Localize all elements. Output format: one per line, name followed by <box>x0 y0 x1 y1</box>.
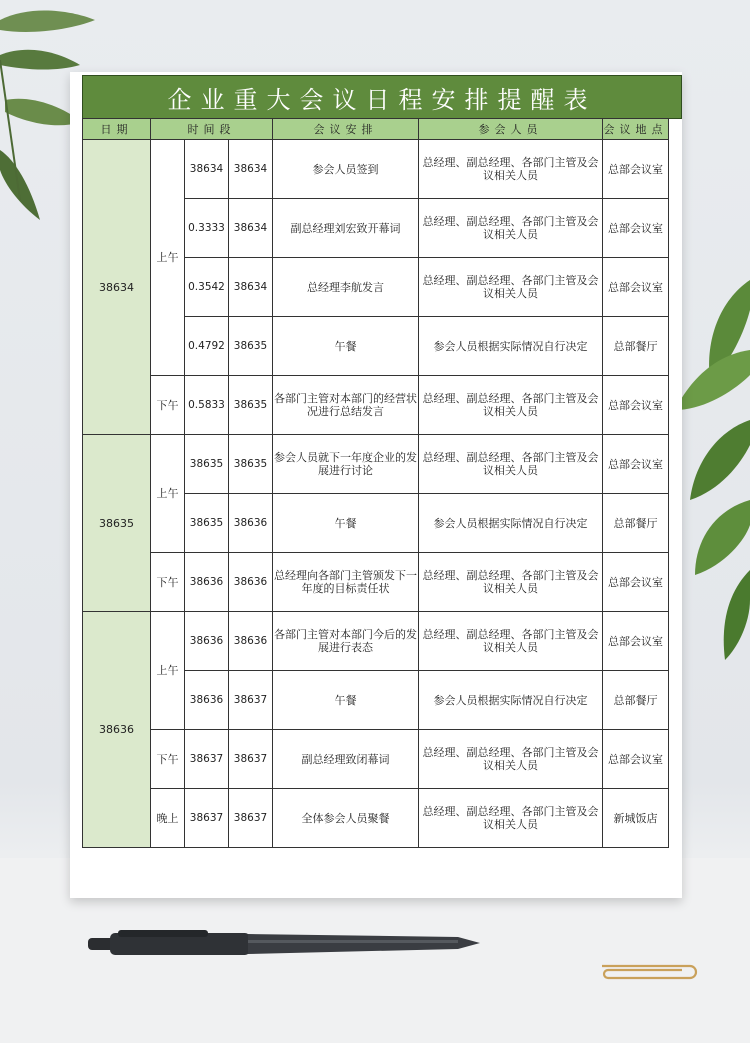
end-time: 38635 <box>229 435 273 494</box>
period-cell: 上午 <box>151 435 185 553</box>
table-row <box>83 553 669 612</box>
table-row <box>83 789 669 848</box>
attendees-cell: 参会人员根据实际情况自行决定 <box>419 317 603 376</box>
attendees-cell: 参会人员根据实际情况自行决定 <box>419 671 603 730</box>
start-time: 0.3333 <box>185 199 229 258</box>
header-attendees: 参会人员 <box>419 119 603 140</box>
end-time: 38635 <box>229 376 273 435</box>
location-cell: 总部会议室 <box>603 258 669 317</box>
start-time: 38635 <box>185 435 229 494</box>
schedule-table <box>82 118 669 848</box>
end-time: 38637 <box>229 789 273 848</box>
agenda-cell: 副总经理致闭幕词 <box>273 730 419 789</box>
header-date: 日期 <box>83 119 151 140</box>
table-row <box>83 612 669 671</box>
table-row <box>83 140 669 199</box>
schedule-sheet <box>70 72 682 898</box>
start-time: 38637 <box>185 730 229 789</box>
start-time: 0.4792 <box>185 317 229 376</box>
attendees-cell: 总经理、副总经理、各部门主管及会议相关人员 <box>419 612 603 671</box>
location-cell: 总部餐厅 <box>603 494 669 553</box>
start-time: 38636 <box>185 612 229 671</box>
header-location: 会议地点 <box>603 119 669 140</box>
agenda-cell: 总经理向各部门主管颁发下一年度的目标责任状 <box>273 553 419 612</box>
period-cell: 下午 <box>151 553 185 612</box>
start-time: 38635 <box>185 494 229 553</box>
location-cell: 总部会议室 <box>603 730 669 789</box>
period-cell: 下午 <box>151 730 185 789</box>
agenda-cell: 各部门主管对本部门的经营状况进行总结发言 <box>273 376 419 435</box>
start-time: 38637 <box>185 789 229 848</box>
end-time: 38634 <box>229 199 273 258</box>
start-time: 0.3542 <box>185 258 229 317</box>
date-cell: 38636 <box>83 612 151 848</box>
attendees-cell: 总经理、副总经理、各部门主管及会议相关人员 <box>419 789 603 848</box>
location-cell: 总部餐厅 <box>603 671 669 730</box>
end-time: 38636 <box>229 553 273 612</box>
agenda-cell: 全体参会人员聚餐 <box>273 789 419 848</box>
agenda-cell: 午餐 <box>273 317 419 376</box>
paperclip-decoration <box>594 958 700 984</box>
end-time: 38637 <box>229 730 273 789</box>
table-row <box>83 435 669 494</box>
location-cell: 总部会议室 <box>603 376 669 435</box>
attendees-cell: 总经理、副总经理、各部门主管及会议相关人员 <box>419 140 603 199</box>
end-time: 38636 <box>229 612 273 671</box>
location-cell: 总部会议室 <box>603 612 669 671</box>
period-cell: 上午 <box>151 612 185 730</box>
start-time: 38636 <box>185 671 229 730</box>
date-cell: 38634 <box>83 140 151 435</box>
pen-decoration <box>88 930 480 956</box>
period-cell: 上午 <box>151 140 185 376</box>
agenda-cell: 总经理李航发言 <box>273 258 419 317</box>
header-agenda: 会议安排 <box>273 119 419 140</box>
attendees-cell: 总经理、副总经理、各部门主管及会议相关人员 <box>419 730 603 789</box>
period-cell: 晚上 <box>151 789 185 848</box>
date-cell: 38635 <box>83 435 151 612</box>
agenda-cell: 午餐 <box>273 671 419 730</box>
end-time: 38634 <box>229 258 273 317</box>
attendees-cell: 总经理、副总经理、各部门主管及会议相关人员 <box>419 199 603 258</box>
attendees-cell: 总经理、副总经理、各部门主管及会议相关人员 <box>419 258 603 317</box>
page-title: 企业重大会议日程安排提醒表 <box>82 75 682 119</box>
agenda-cell: 午餐 <box>273 494 419 553</box>
attendees-cell: 总经理、副总经理、各部门主管及会议相关人员 <box>419 435 603 494</box>
end-time: 38634 <box>229 140 273 199</box>
location-cell: 总部会议室 <box>603 140 669 199</box>
header-time: 时间段 <box>151 119 273 140</box>
table-row <box>83 376 669 435</box>
agenda-cell: 参会人员签到 <box>273 140 419 199</box>
agenda-cell: 各部门主管对本部门今后的发展进行表态 <box>273 612 419 671</box>
attendees-cell: 总经理、副总经理、各部门主管及会议相关人员 <box>419 553 603 612</box>
location-cell: 总部会议室 <box>603 553 669 612</box>
period-cell: 下午 <box>151 376 185 435</box>
table-row <box>83 730 669 789</box>
location-cell: 总部会议室 <box>603 435 669 494</box>
start-time: 0.5833 <box>185 376 229 435</box>
agenda-cell: 参会人员就下一年度企业的发展进行讨论 <box>273 435 419 494</box>
location-cell: 总部会议室 <box>603 199 669 258</box>
location-cell: 新城饭店 <box>603 789 669 848</box>
end-time: 38635 <box>229 317 273 376</box>
attendees-cell: 总经理、副总经理、各部门主管及会议相关人员 <box>419 376 603 435</box>
end-time: 38637 <box>229 671 273 730</box>
start-time: 38634 <box>185 140 229 199</box>
start-time: 38636 <box>185 553 229 612</box>
end-time: 38636 <box>229 494 273 553</box>
location-cell: 总部餐厅 <box>603 317 669 376</box>
agenda-cell: 副总经理刘宏致开幕词 <box>273 199 419 258</box>
attendees-cell: 参会人员根据实际情况自行决定 <box>419 494 603 553</box>
